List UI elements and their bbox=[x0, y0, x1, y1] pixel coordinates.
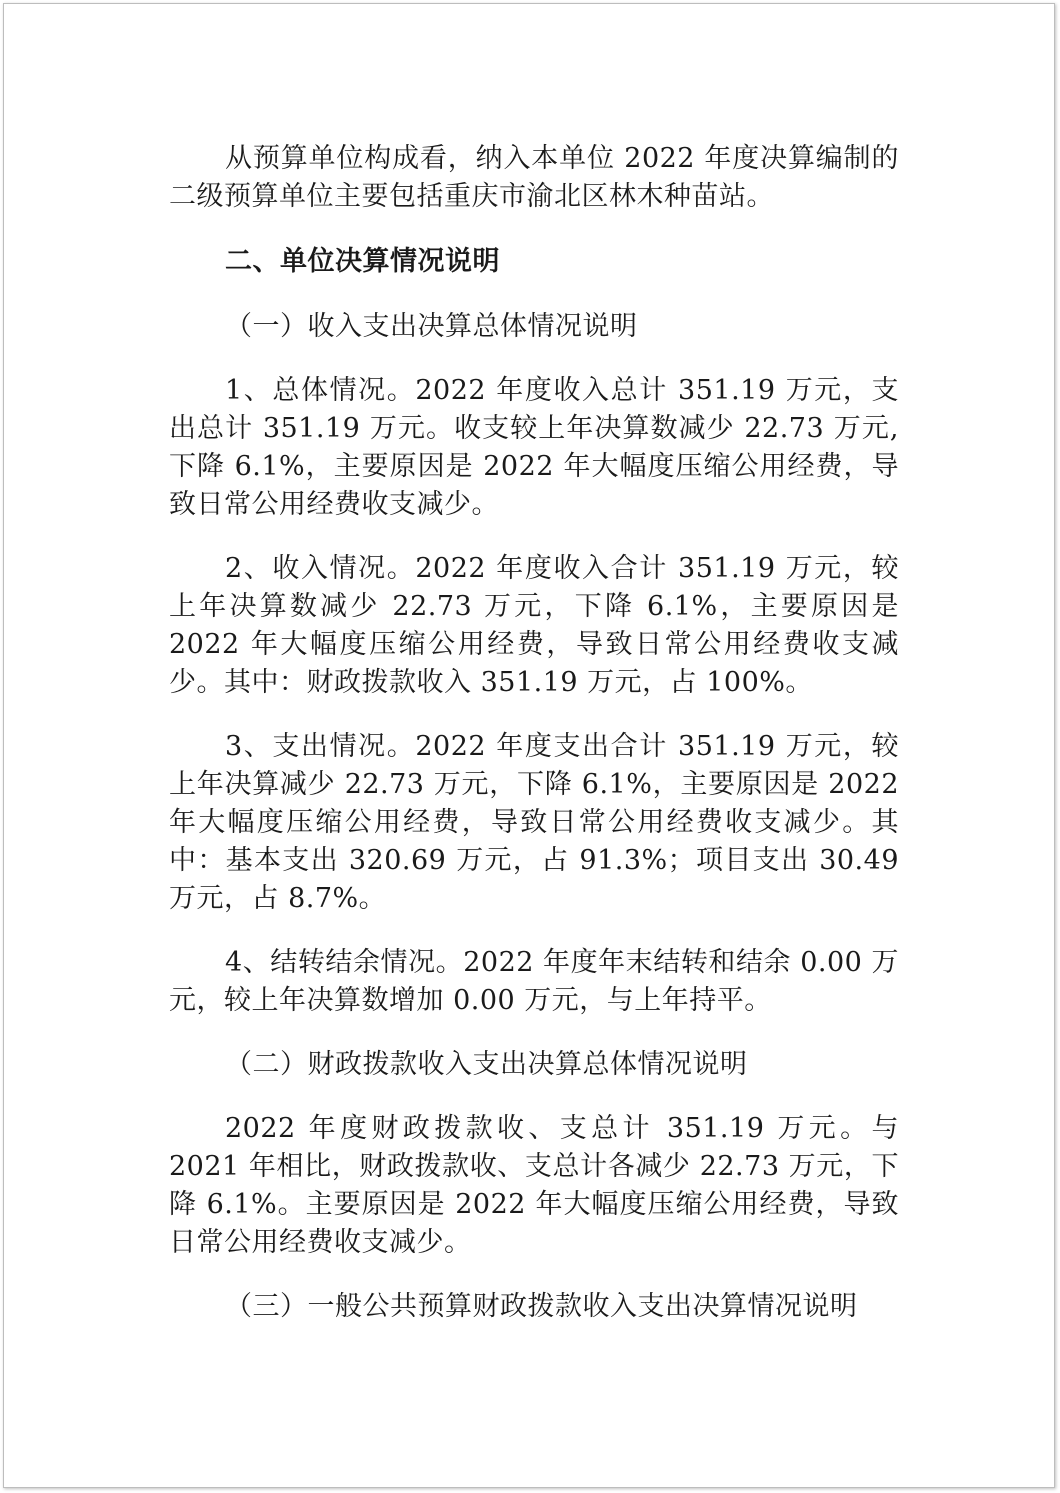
paragraph-budget-units: 从预算单位构成看，纳入本单位 2022 年度决算编制的二级预算单位主要包括重庆市渝北区林木种苗站。 bbox=[169, 143, 899, 212]
paragraph-expenditure: 3、支出情况。2022 年度支出合计 351.19 万元，较上年决算减少 22.73 万元，下降 6.1%，主要原因是 2022 年大幅度压缩公用经费，导致日常公用经费收支减少。其中：基本支出 320.69 万元，占 91.3%；项目支出 30.49 万元，占 8.7%。 bbox=[169, 731, 899, 914]
subsection-heading-fiscal-appropriation: （二）财政拨款收入支出决算总体情况说明 bbox=[225, 1049, 748, 1080]
subsection-heading-income-expenditure: （一）收入支出决算总体情况说明 bbox=[225, 311, 638, 342]
paragraph-fiscal-appropriation: 2022 年度财政拨款收、支总计 351.19 万元。与 2021 年相比，财政拨款收、支总计各减少 22.73 万元，下降 6.1%。主要原因是 2022 年大幅度压缩公用经费，导致日常公用经费收支减少。 bbox=[169, 1113, 899, 1258]
paragraph-overall: 1、总体情况。2022 年度收入总计 351.19 万元，支出总计 351.19 万元。收支较上年决算数减少 22.73 万元,下降 6.1%，主要原因是 2022 年大幅度压缩公用经费，导致日常公用经费收支减少。 bbox=[169, 375, 899, 520]
document-page bbox=[3, 3, 1055, 1488]
paragraph-income: 2、收入情况。2022 年度收入合计 351.19 万元，较上年决算数减少 22.73 万元，下降 6.1%，主要原因是 2022 年大幅度压缩公用经费，导致日常公用经费收支减少。其中：财政拨款收入 351.19 万元，占 100%。 bbox=[169, 553, 899, 698]
subsection-heading-general-public-budget: （三）一般公共预算财政拨款收入支出决算情况说明 bbox=[225, 1291, 858, 1322]
document-body bbox=[169, 140, 899, 1326]
paragraph-carryover: 4、结转结余情况。2022 年度年末结转和结余 0.00 万元，较上年决算数增加 0.00 万元，与上年持平。 bbox=[169, 947, 899, 1016]
section-heading-unit-final-accounts: 二、单位决算情况说明 bbox=[225, 246, 500, 277]
